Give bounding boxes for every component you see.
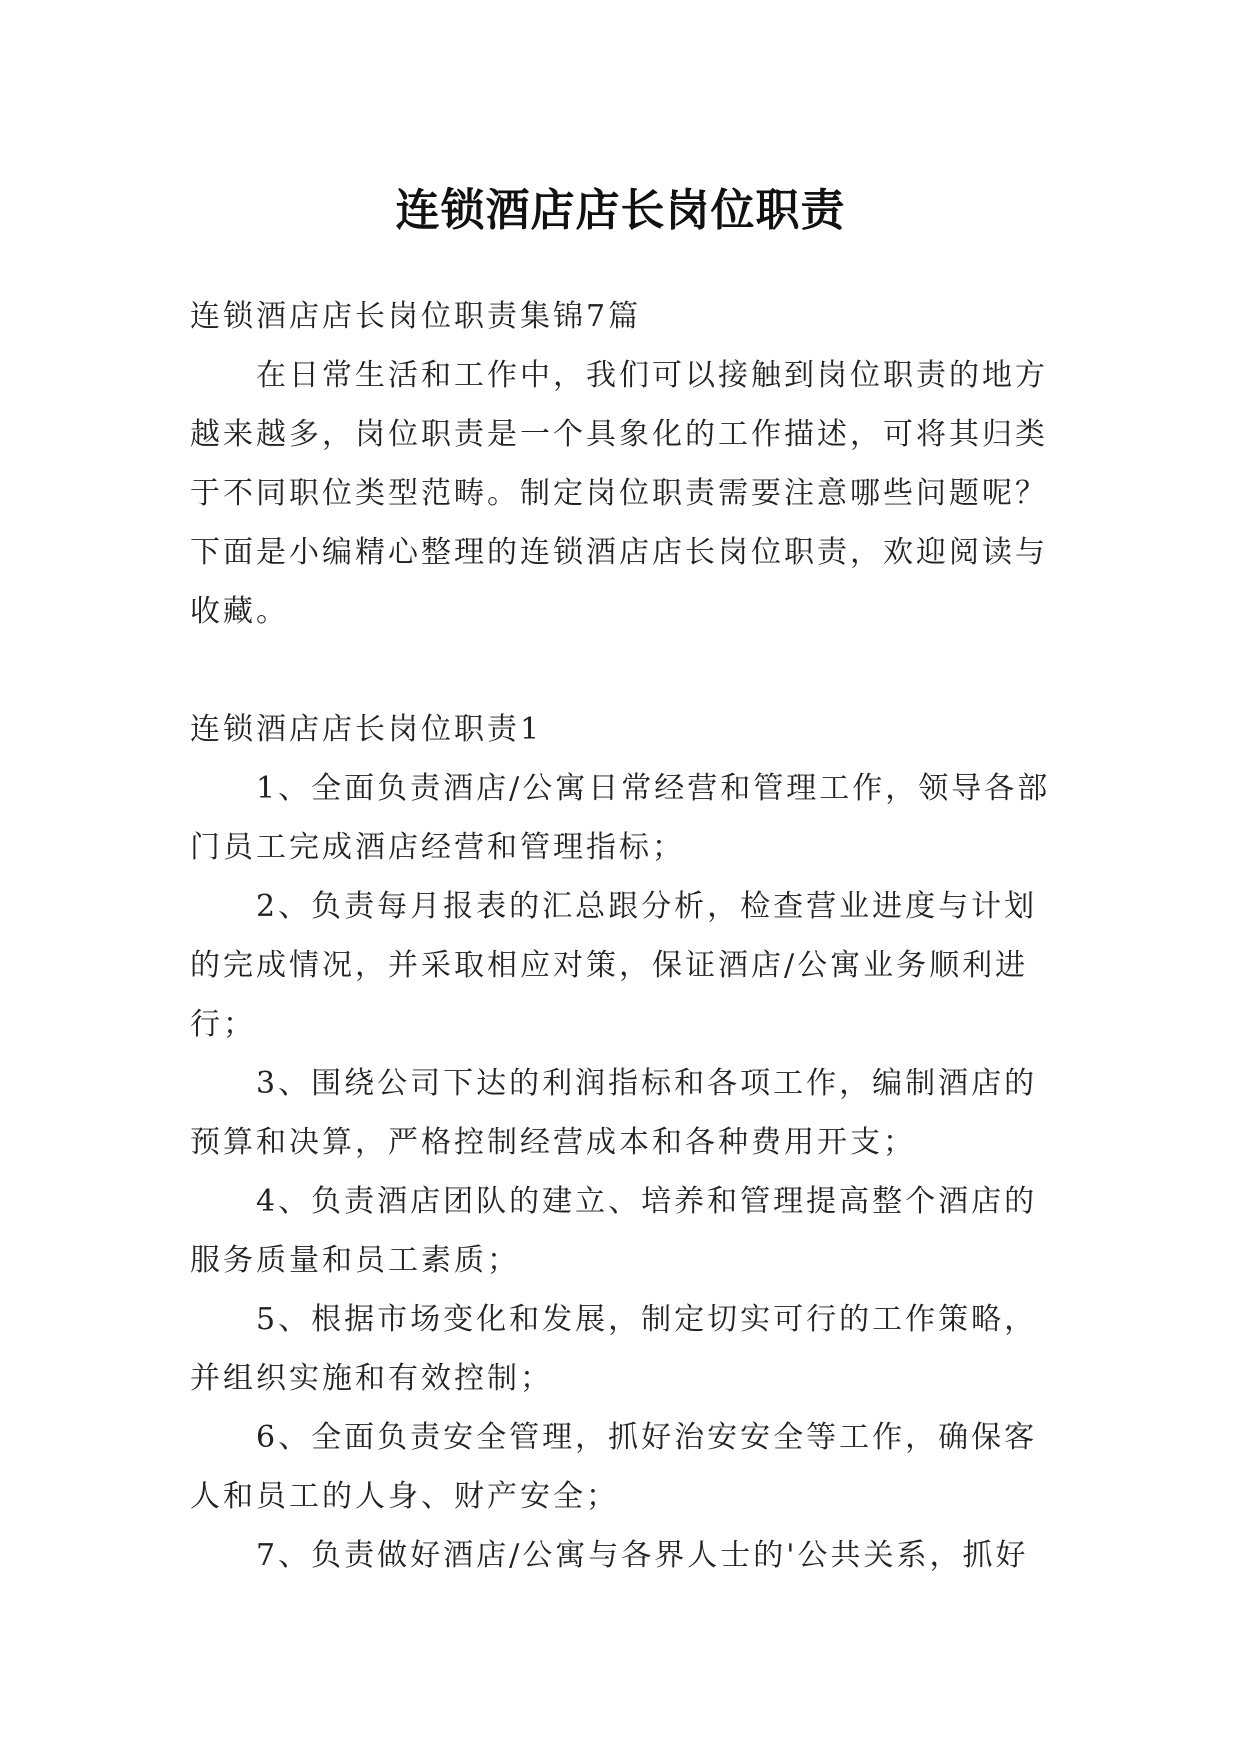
page-title: 连锁酒店店长岗位职责	[395, 185, 846, 237]
document-body	[190, 287, 1052, 1585]
duty-item: 5、根据市场变化和发展，制定切实可行的工作策略，并组织实施和有效控制；	[190, 1302, 1038, 1396]
intro-paragraph: 在日常生活和工作中，我们可以接触到岗位职责的地方越来越多，岗位职责是一个具象化的工作描述，可将其归类于不同职位类型范畴。制定岗位职责需要注意哪些问题呢？下面是小编精心整理的连锁酒店店长岗位职责，欢迎阅读与收藏。	[190, 358, 1048, 629]
duty-item: 6、全面负责安全管理，抓好治安安全等工作，确保客人和员工的人身、财产安全；	[190, 1420, 1038, 1514]
section-heading: 连锁酒店店长岗位职责1	[190, 712, 543, 747]
collection-heading: 连锁酒店店长岗位职责集锦7篇	[190, 299, 642, 334]
duty-item: 4、负责酒店团队的建立、培养和管理提高整个酒店的服务质量和员工素质；	[190, 1184, 1038, 1278]
duty-item: 2、负责每月报表的汇总跟分析，检查营业进度与计划的完成情况，并采取相应对策，保证酒店/公寓业务顺利进行；	[190, 889, 1038, 1042]
duty-item: 1、全面负责酒店/公寓日常经营和管理工作，领导各部门员工完成酒店经营和管理指标；	[190, 771, 1051, 865]
section-spacer	[190, 641, 1052, 700]
duty-item: 3、围绕公司下达的利润指标和各项工作，编制酒店的预算和决算，严格控制经营成本和各种费用开支；	[190, 1066, 1038, 1160]
duty-item: 7、负责做好酒店/公寓与各界人士的'公共关系，抓好	[256, 1538, 1029, 1573]
